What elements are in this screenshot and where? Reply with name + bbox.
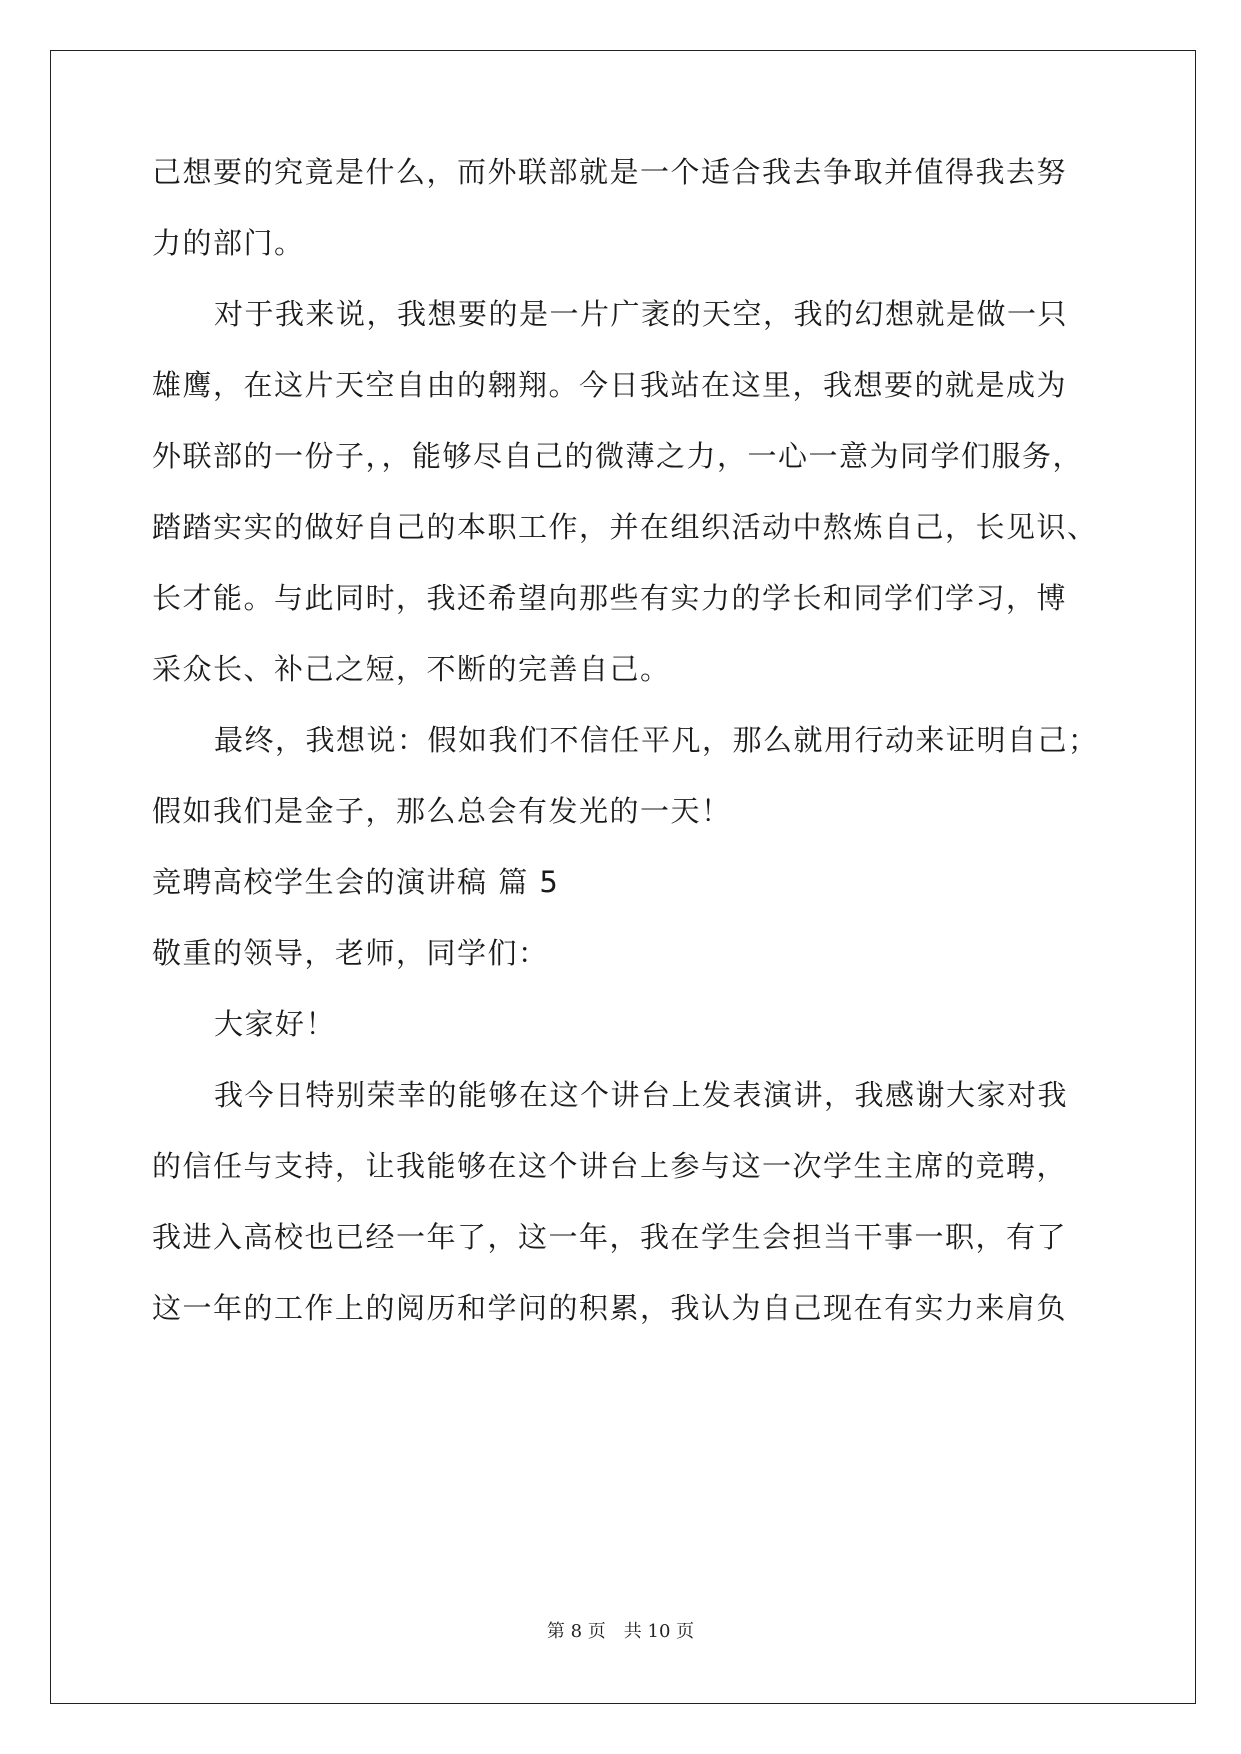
body-text-line: 己想要的究竟是什么，而外联部就是一个适合我去争取并值得我去努 [152, 155, 1068, 189]
body-text-line: 这一年的工作上的阅历和学问的积累，我认为自己现在有实力来肩负 [152, 1291, 1068, 1325]
page-number-footer: 第 8 页 共 10 页 [546, 1621, 695, 1642]
body-text-line: 长才能。与此同时，我还希望向那些有实力的学长和同学们学习，博 [152, 581, 1068, 615]
body-text-line: 采众长、补己之短，不断的完善自己。 [152, 652, 671, 686]
paragraph-first-line: 对于我来说，我想要的是一片广袤的天空，我的幻想就是做一只 [214, 297, 1069, 331]
salutation: 敬重的领导，老师，同学们： [152, 936, 549, 970]
body-text-line: 假如我们是金子，那么总会有发光的一天！ [152, 794, 732, 828]
greeting: 大家好！ [214, 1007, 337, 1041]
section-heading: 竞聘高校学生会的演讲稿 篇 5 [152, 865, 560, 899]
body-text-line: 力的部门。 [152, 226, 305, 260]
body-text-line: 踏踏实实的做好自己的本职工作，并在组织活动中熬炼自己，长见识、 [152, 510, 1098, 544]
body-text-line: 我进入高校也已经一年了，这一年，我在学生会担当干事一职，有了 [152, 1220, 1068, 1254]
body-text-line: 外联部的一份子，，能够尽自己的微薄之力，一心一意为同学们服务， [152, 439, 1084, 473]
paragraph-first-line: 最终，我想说：假如我们不信任平凡，那么就用行动来证明自己； [214, 723, 1099, 757]
paragraph-first-line: 我今日特别荣幸的能够在这个讲台上发表演讲，我感谢大家对我 [214, 1078, 1069, 1112]
body-text-line: 的信任与支持，让我能够在这个讲台上参与这一次学生主席的竞聘， [152, 1149, 1068, 1183]
body-text-line: 雄鹰，在这片天空自由的翱翔。今日我站在这里，我想要的就是成为 [152, 368, 1068, 402]
